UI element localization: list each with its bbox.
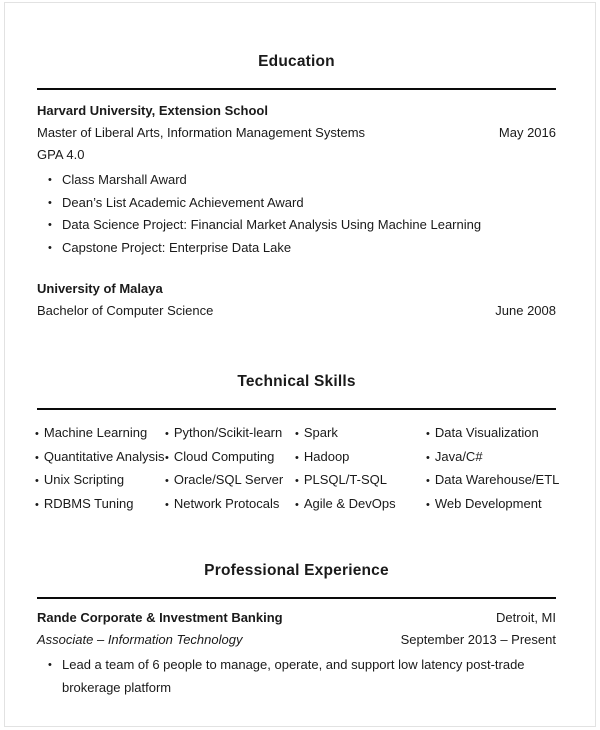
list-item	[37, 214, 556, 237]
skill-item	[426, 469, 559, 493]
degree-row	[37, 300, 556, 322]
experience-entry	[37, 607, 556, 699]
skill-item	[165, 469, 295, 493]
bullet-icon: •	[165, 498, 169, 511]
skill-label: Oracle/SQL Server	[173, 472, 284, 487]
section-title-technical-skills: Technical Skills	[237, 373, 356, 390]
bullet-icon: •	[48, 219, 52, 231]
company-row	[37, 607, 556, 629]
skill-label: Cloud Computing	[173, 448, 275, 464]
list-item	[37, 654, 556, 699]
bullet-icon: •	[426, 451, 430, 464]
skill-label: RDBMS Tuning	[43, 495, 134, 511]
degree-name: Bachelor of Computer Science	[37, 303, 214, 318]
skill-label: Spark	[303, 425, 338, 440]
skill-item	[426, 493, 559, 517]
education-entry-malaya	[37, 278, 556, 322]
bullet-text: Data Science Project: Financial Market Analysis Using Machine Learning	[62, 217, 482, 232]
skills-grid	[35, 422, 560, 516]
skill-item	[35, 422, 165, 446]
bullet-icon: •	[426, 428, 430, 440]
bullet-icon: •	[48, 659, 52, 671]
graduation-date: June 2008	[495, 303, 556, 318]
bullet-icon: •	[35, 428, 39, 440]
skills-column-3	[295, 422, 426, 516]
degree-row	[37, 122, 556, 144]
bullet-text: Capstone Project: Enterprise Data Lake	[62, 239, 292, 255]
skill-label: Agile & DevOps	[303, 495, 396, 511]
skill-label: Web Development	[434, 495, 542, 511]
education-entry-harvard	[37, 100, 556, 259]
company-location: Detroit, MI	[496, 610, 556, 625]
degree-name: Master of Liberal Arts, Information Management Systems	[37, 125, 366, 140]
skill-label: Data Warehouse/ETL	[434, 472, 560, 487]
skills-column-1	[35, 422, 165, 516]
bullet-icon: •	[48, 174, 52, 186]
employment-dates: September 2013 – Present	[400, 632, 556, 647]
education-bullet-list	[37, 169, 556, 259]
bullet-text: Class Marshall Award	[62, 172, 187, 187]
job-title: Associate – Information Technology	[37, 632, 243, 647]
skill-label: Unix Scripting	[43, 472, 125, 487]
institution-name: University of Malaya	[37, 281, 163, 296]
institution-name: Harvard University, Extension School	[37, 103, 268, 118]
skill-item	[165, 493, 295, 517]
bullet-icon: •	[295, 475, 299, 487]
bullet-icon: •	[165, 451, 169, 464]
bullet-icon: •	[35, 451, 39, 464]
skill-label: Quantitative Analysis	[43, 448, 165, 464]
bullet-icon: •	[35, 498, 39, 511]
technical-skills-section	[35, 370, 560, 516]
bullet-icon: •	[35, 475, 39, 487]
skill-label: Python/Scikit-learn	[173, 425, 283, 440]
skill-item	[35, 493, 165, 517]
bullet-icon: •	[426, 475, 430, 487]
education-section	[37, 50, 556, 322]
list-item	[37, 192, 556, 215]
skill-item	[426, 422, 559, 446]
gpa: GPA 4.0	[37, 147, 85, 162]
skill-item	[295, 446, 426, 470]
section-title-professional-experience: Professional Experience	[204, 562, 389, 579]
skill-item	[35, 446, 165, 470]
skill-label: Hadoop	[303, 448, 350, 464]
bullet-text: Dean’s List Academic Achievement Award	[62, 194, 304, 210]
bullet-text: Lead a team of 6 people to manage, operate, and support low latency post-trade brokerage platform	[62, 657, 525, 695]
bullet-icon: •	[295, 428, 299, 440]
bullet-icon: •	[295, 498, 299, 511]
skill-item	[165, 422, 295, 446]
section-divider	[37, 597, 556, 599]
experience-section	[37, 559, 556, 699]
skill-label: PLSQL/T-SQL	[303, 472, 387, 487]
section-title-education: Education	[258, 53, 335, 70]
skill-item	[295, 469, 426, 493]
job-title-row	[37, 629, 556, 651]
skill-label: Data Visualization	[434, 425, 539, 440]
graduation-date: May 2016	[498, 125, 556, 140]
section-divider	[37, 408, 556, 410]
skill-item	[295, 422, 426, 446]
bullet-icon: •	[165, 475, 169, 487]
list-item	[37, 169, 556, 192]
skill-label: Network Protocals	[173, 495, 280, 511]
bullet-icon: •	[165, 428, 169, 440]
section-divider	[37, 88, 556, 90]
skill-label: Java/C#	[434, 448, 483, 464]
skill-item	[295, 493, 426, 517]
bullet-icon: •	[295, 451, 299, 464]
company-name: Rande Corporate & Investment Banking	[37, 610, 283, 625]
experience-bullet-list	[37, 654, 556, 699]
bullet-icon: •	[426, 498, 430, 511]
list-item	[37, 237, 556, 260]
skills-column-2	[165, 422, 295, 516]
skill-item	[426, 446, 559, 470]
bullet-icon: •	[48, 241, 52, 254]
skill-label: Machine Learning	[43, 425, 148, 440]
skill-item	[165, 446, 295, 470]
skills-column-4	[426, 422, 559, 516]
bullet-icon: •	[48, 196, 52, 209]
skill-item	[35, 469, 165, 493]
